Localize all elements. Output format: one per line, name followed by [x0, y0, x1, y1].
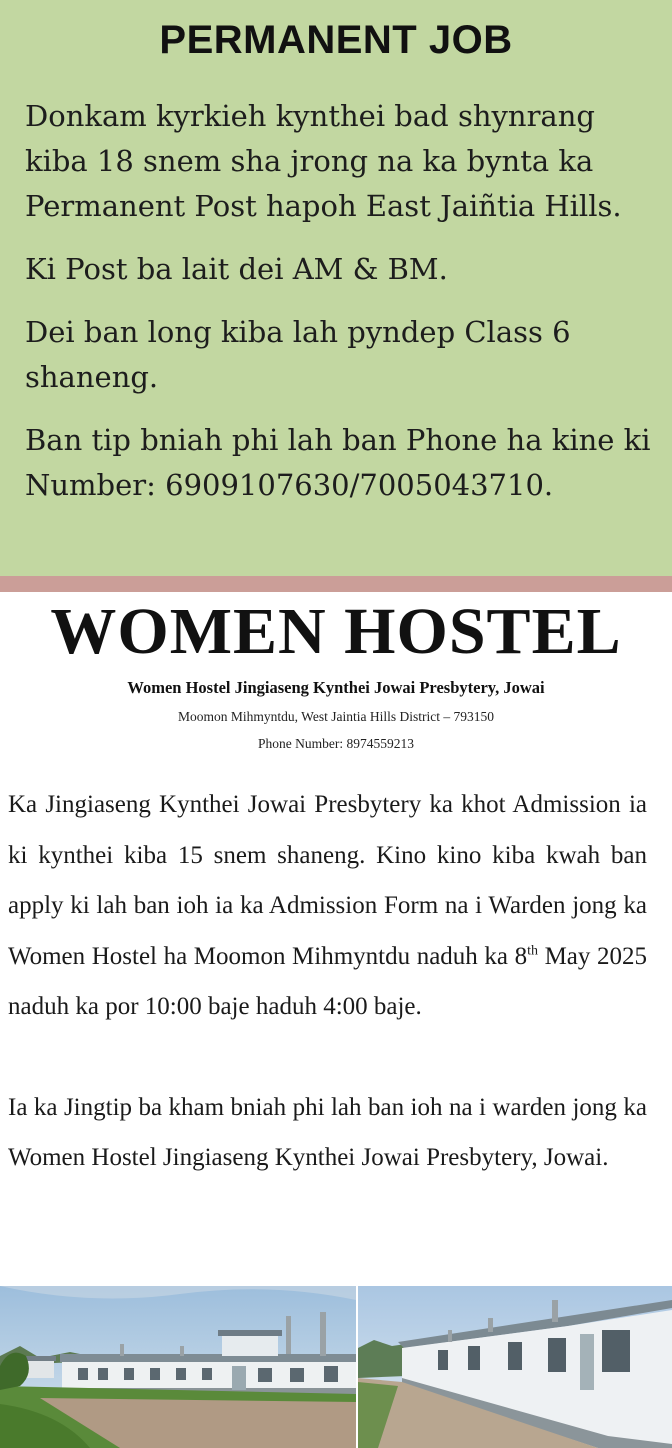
section-divider: [0, 576, 672, 592]
admission-notice: [8, 780, 647, 1184]
hostel-building-photo-left: [0, 1286, 356, 1448]
hostel-title: WOMEN HOSTEL: [50, 595, 622, 668]
notice-text: Ka Jingiaseng Kynthei Jowai Presbytery ka khot Admission ia ki kynthei kiba 15 snem shaneng. Kino kino kiba kwah ban apply ki lah ban ioh ia ka Admission Form na i Warden jong ka Women Hostel ha Moomon Mihmyntdu naduh ka 8: [8, 791, 647, 970]
notice-paragraph-1: [8, 780, 647, 1033]
job-paragraph: Ki Post ba lait dei AM & BM.: [25, 252, 448, 286]
notice-text: May 2025 naduh ka por 10:00 baje haduh 4:00 baje.: [8, 942, 647, 1020]
hostel-photos: [0, 1286, 672, 1448]
job-paragraph: Donkam kyrkieh kynthei bad shynrang kiba 18 snem sha jrong na ka bynta ka Permanent Post hapoh East Jaiñtia Hills.: [25, 99, 622, 223]
job-title: PERMANENT JOB: [159, 18, 513, 62]
notice-paragraph-2: Ia ka Jingtip ba kham bniah phi lah ban ioh na i warden jong ka Women Hostel Jingiaseng Kynthei Jowai Presbytery, Jowai.: [8, 1093, 647, 1171]
job-paragraph: Dei ban long kiba lah pyndep Class 6 shaneng.: [25, 315, 571, 394]
permanent-job-section: [0, 0, 672, 576]
job-paragraph: Ban tip bniah phi lah ban Phone ha kine ki Number: 6909107630/7005043710.: [25, 423, 651, 502]
job-body: [25, 94, 660, 526]
hostel-subtitle: Women Hostel Jingiaseng Kynthei Jowai Presbytery, Jowai: [127, 678, 545, 697]
hostel-phone: Phone Number: 8974559213: [258, 736, 414, 751]
hostel-building-photo-right: [358, 1286, 672, 1448]
ordinal-suffix: th: [527, 943, 538, 959]
hostel-address: Moomon Mihmyntdu, West Jaintia Hills District – 793150: [178, 709, 494, 724]
